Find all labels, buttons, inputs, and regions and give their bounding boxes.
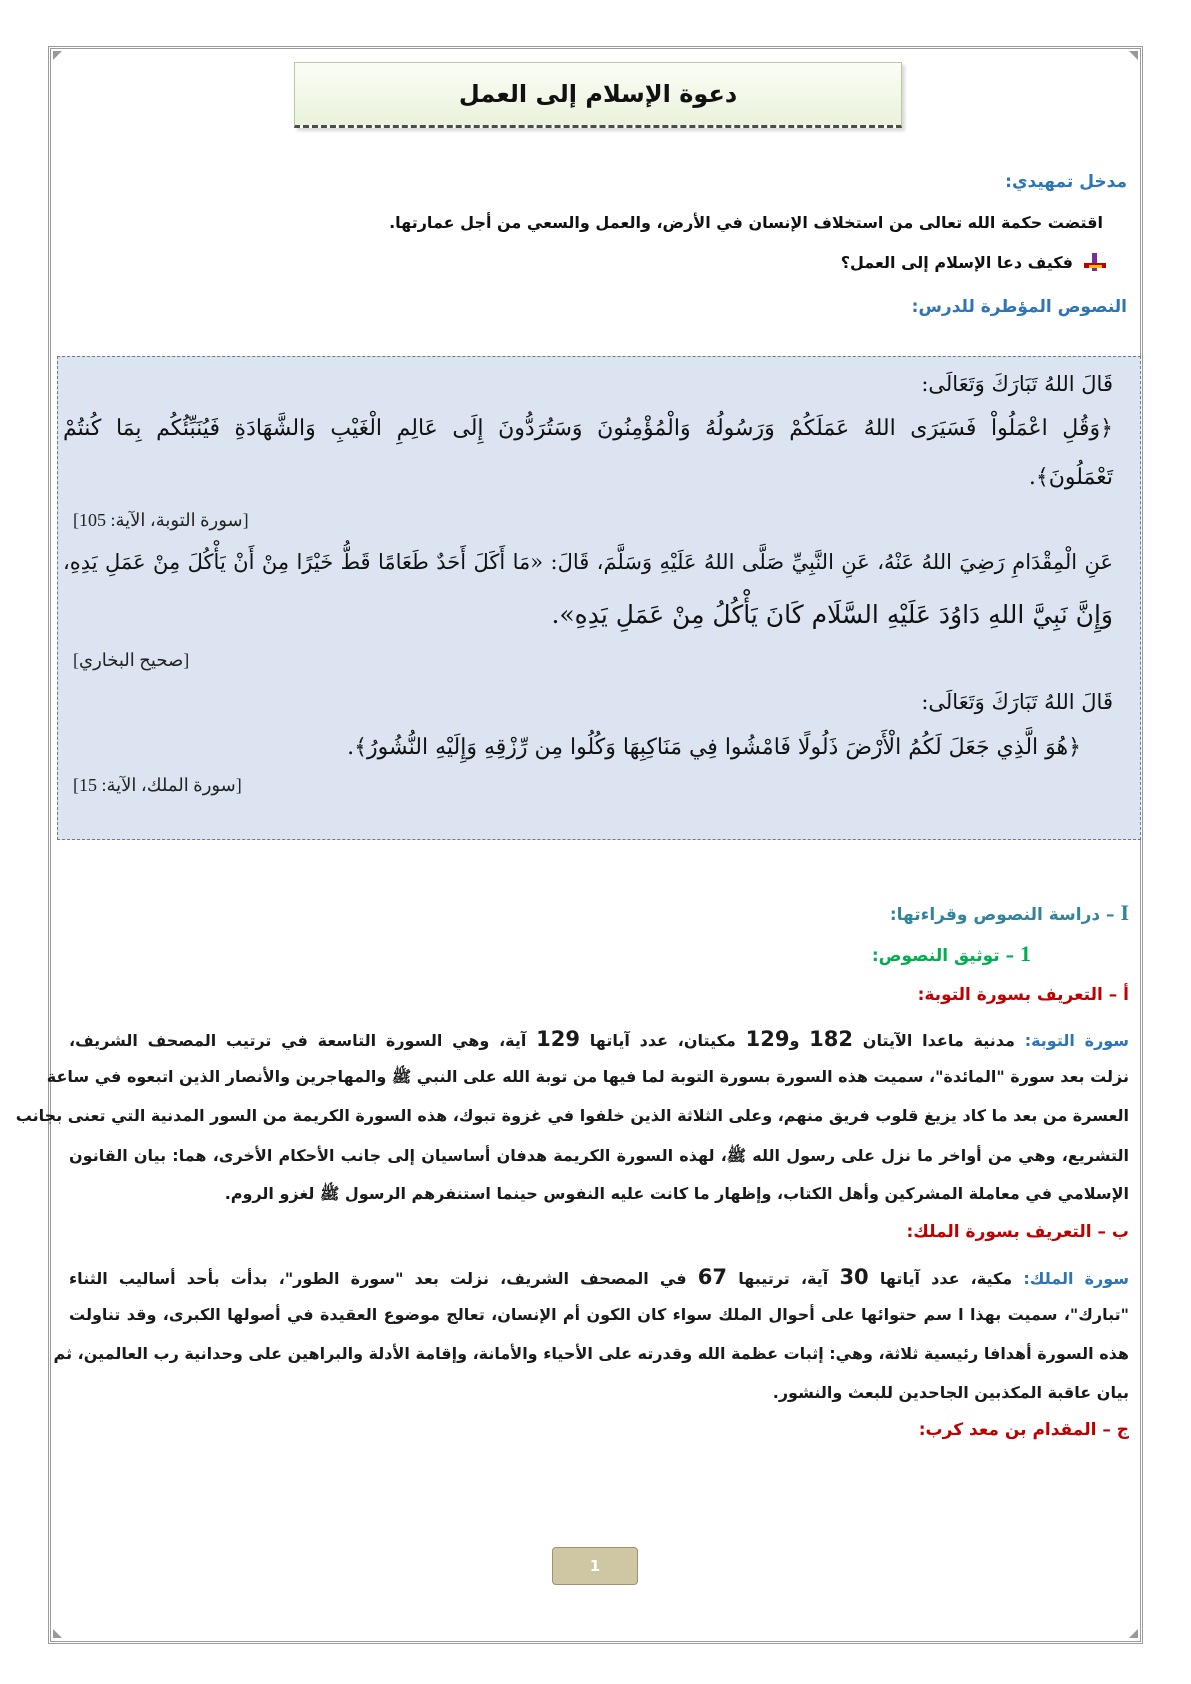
corner-ornament [53, 1629, 62, 1638]
mulk-tag: سورة الملك: [1023, 1269, 1130, 1288]
mulk-paragraph-line-3: هذه السورة أهدافا رئيسية ثلاثة، وهي: إثبات عظمة الله وقدرته على الأحياء والأمانة، وإقامة الأدلة والبراهين على وحدانية رب العالمين، ثم [53, 1344, 1129, 1363]
tawba-paragraph-line-1 [69, 1027, 1129, 1051]
section-study-heading [890, 900, 1129, 926]
text-span: مدنية ماعدا الآيتان [862, 1031, 1015, 1050]
miqdam-heading: ج – المقدام بن معد كرب: [918, 1420, 1129, 1440]
number-span: 129 [745, 1027, 790, 1051]
quran-verse-2: ﴿هُوَ الَّذِي جَعَلَ لَكُمُ الْأَرْضَ ذَلُولًا فَامْشُوا فِي مَنَاكِبِهَا وَكُلُوا مِن رِّزْقِهِ وَإِلَيْهِ النُّشُورُ﴾. [347, 735, 1081, 760]
tawba-paragraph-line-2: نزلت بعد سورة "المائدة"، سميت هذه السورة بسورة التوبة لما فيها من توبة الله على النبي ﷺ والمهاجرين والأنصار الذين اتبعوه في ساعة [46, 1067, 1129, 1086]
reference-tawba: [سورة التوبة، الآية: 105] [73, 510, 249, 530]
text-span: آية، وهي السورة التاسعة في ترتيب المصحف الشريف، [69, 1031, 527, 1050]
tawba-paragraph-line-3: العسرة من بعد ما كاد يزيغ قلوب فريق منهم، وعلى الثلاثة الذين خلفوا في غزوة تبوك، هذه السورة الكريمة من السور المدنية التي تعنى بجانب [15, 1106, 1129, 1125]
quran-verse-1-line-2: تَعْمَلُونَ﴾. [1028, 465, 1113, 490]
texts-heading: النصوص المؤطرة للدرس: [911, 297, 1127, 317]
reference-mulk: [سورة الملك، الآية: 15] [73, 775, 242, 795]
number-span: 129 [536, 1027, 581, 1051]
quran-intro-1: قَالَ اللهُ تَبَارَكَ وَتَعَالَى: [921, 372, 1113, 396]
mulk-definition-heading: ب – التعريف بسورة الملك: [906, 1222, 1129, 1242]
text-span: آية، ترتيبها [738, 1269, 829, 1288]
section-study-title: – دراسة النصوص وقراءتها: [889, 905, 1115, 925]
mulk-paragraph-line-1 [69, 1265, 1129, 1289]
text-span: مكية، عدد آياتها [879, 1269, 1013, 1288]
hadith-line-2: وَإِنَّ نَبِيَّ اللهِ دَاوُدَ عَلَيْهِ السَّلَام كَانَ يَأْكُلُ مِنْ عَمَلِ يَدِهِ». [551, 600, 1113, 629]
number-span: 182 [809, 1027, 854, 1051]
number-span: 67 [697, 1265, 727, 1289]
subsection-documentation-title: – توثيق النصوص: [871, 946, 1015, 966]
page-number: 1 [589, 1557, 601, 1575]
page-border [15, 46, 1143, 1644]
tawba-definition-heading: أ – التعريف بسورة التوبة: [917, 985, 1129, 1005]
tawba-tag: سورة التوبة: [1024, 1031, 1130, 1050]
corner-ornament [53, 51, 62, 60]
section-study-number: I [1120, 900, 1129, 925]
subsection-documentation-heading [872, 941, 1031, 967]
hadith-line-1: عَنِ الْمِقْدَامِ رَضِيَ اللهُ عَنْهُ، عَنِ النَّبِيِّ صَلَّى اللهُ عَلَيْهِ وَسَلَّمَ، قَالَ: «مَا أَكَلَ أَحَدٌ طَعَامًا قَطُّ خَيْرًا مِنْ أَنْ يَأْكُلَ مِنْ عَمَلِ يَدِهِ، [63, 550, 1113, 574]
mulk-paragraph-line-4: بيان عاقبة المكذبين الجاحدين للبعث والنشور. [772, 1383, 1129, 1402]
subsection-documentation-number: 1 [1020, 941, 1031, 966]
text-span: مكيتان، عدد آياتها [589, 1031, 736, 1050]
number-span: 30 [839, 1265, 869, 1289]
intro-heading: مدخل تمهيدي: [1005, 172, 1127, 192]
quran-verse-1-line-1: ﴿وَقُلِ اعْمَلُواْ فَسَيَرَى اللهُ عَمَلَكُمْ وَرَسُولُهُ وَالْمُؤْمِنُونَ وَسَتُرَدُّونَ إِلَى عَالِمِ الْغَيْبِ وَالشَّهَادَةِ فَيُنَبِّئُكُم بِمَا كُنتُمْ [63, 416, 1113, 441]
intro-question: فكيف دعا الإسلام إلى العمل؟ [840, 253, 1073, 272]
tawba-paragraph-line-5: الإسلامي في معاملة المشركين وأهل الكتاب، وإظهار ما كانت عليه النفوس حينما استنفرهم الرسول ﷺ لغزو الروم. [224, 1184, 1129, 1203]
reference-bukhari: [صحيح البخاري] [73, 650, 190, 670]
lesson-title-box [294, 62, 902, 128]
tawba-paragraph-line-4: التشريع، وهي من أواخر ما نزل على رسول الله ﷺ، لهذه السورة الكريمة هدفان أساسيان إلى جانب الأحكام الأخرى، هما: بيان القانون [69, 1146, 1129, 1165]
intro-statement: اقتضت حكمة الله تعالى من استخلاف الإنسان في الأرض، والعمل والسعي من أجل عمارتها. [389, 213, 1103, 232]
quran-intro-2: قَالَ اللهُ تَبَارَكَ وَتَعَالَى: [921, 690, 1113, 714]
corner-ornament [1129, 1629, 1138, 1638]
lesson-title: دعوة الإسلام إلى العمل [458, 80, 738, 108]
page-number-badge [552, 1547, 638, 1585]
mulk-paragraph-line-2: "تبارك"، سميت بهذا ا سم حتوائها على أحوال الملك سواء كان الكون أم الإنسان، تعالج موضوع العقيدة في أصولها الكبرى، وقد تناولت [69, 1305, 1129, 1324]
text-span: و [789, 1031, 800, 1050]
corner-ornament [1129, 51, 1138, 60]
bullet-cross-icon [1084, 253, 1106, 271]
text-span: في المصحف الشريف، نزلت بعد "سورة الطور"، بدأت بأحد أساليب الثناء [69, 1269, 687, 1288]
